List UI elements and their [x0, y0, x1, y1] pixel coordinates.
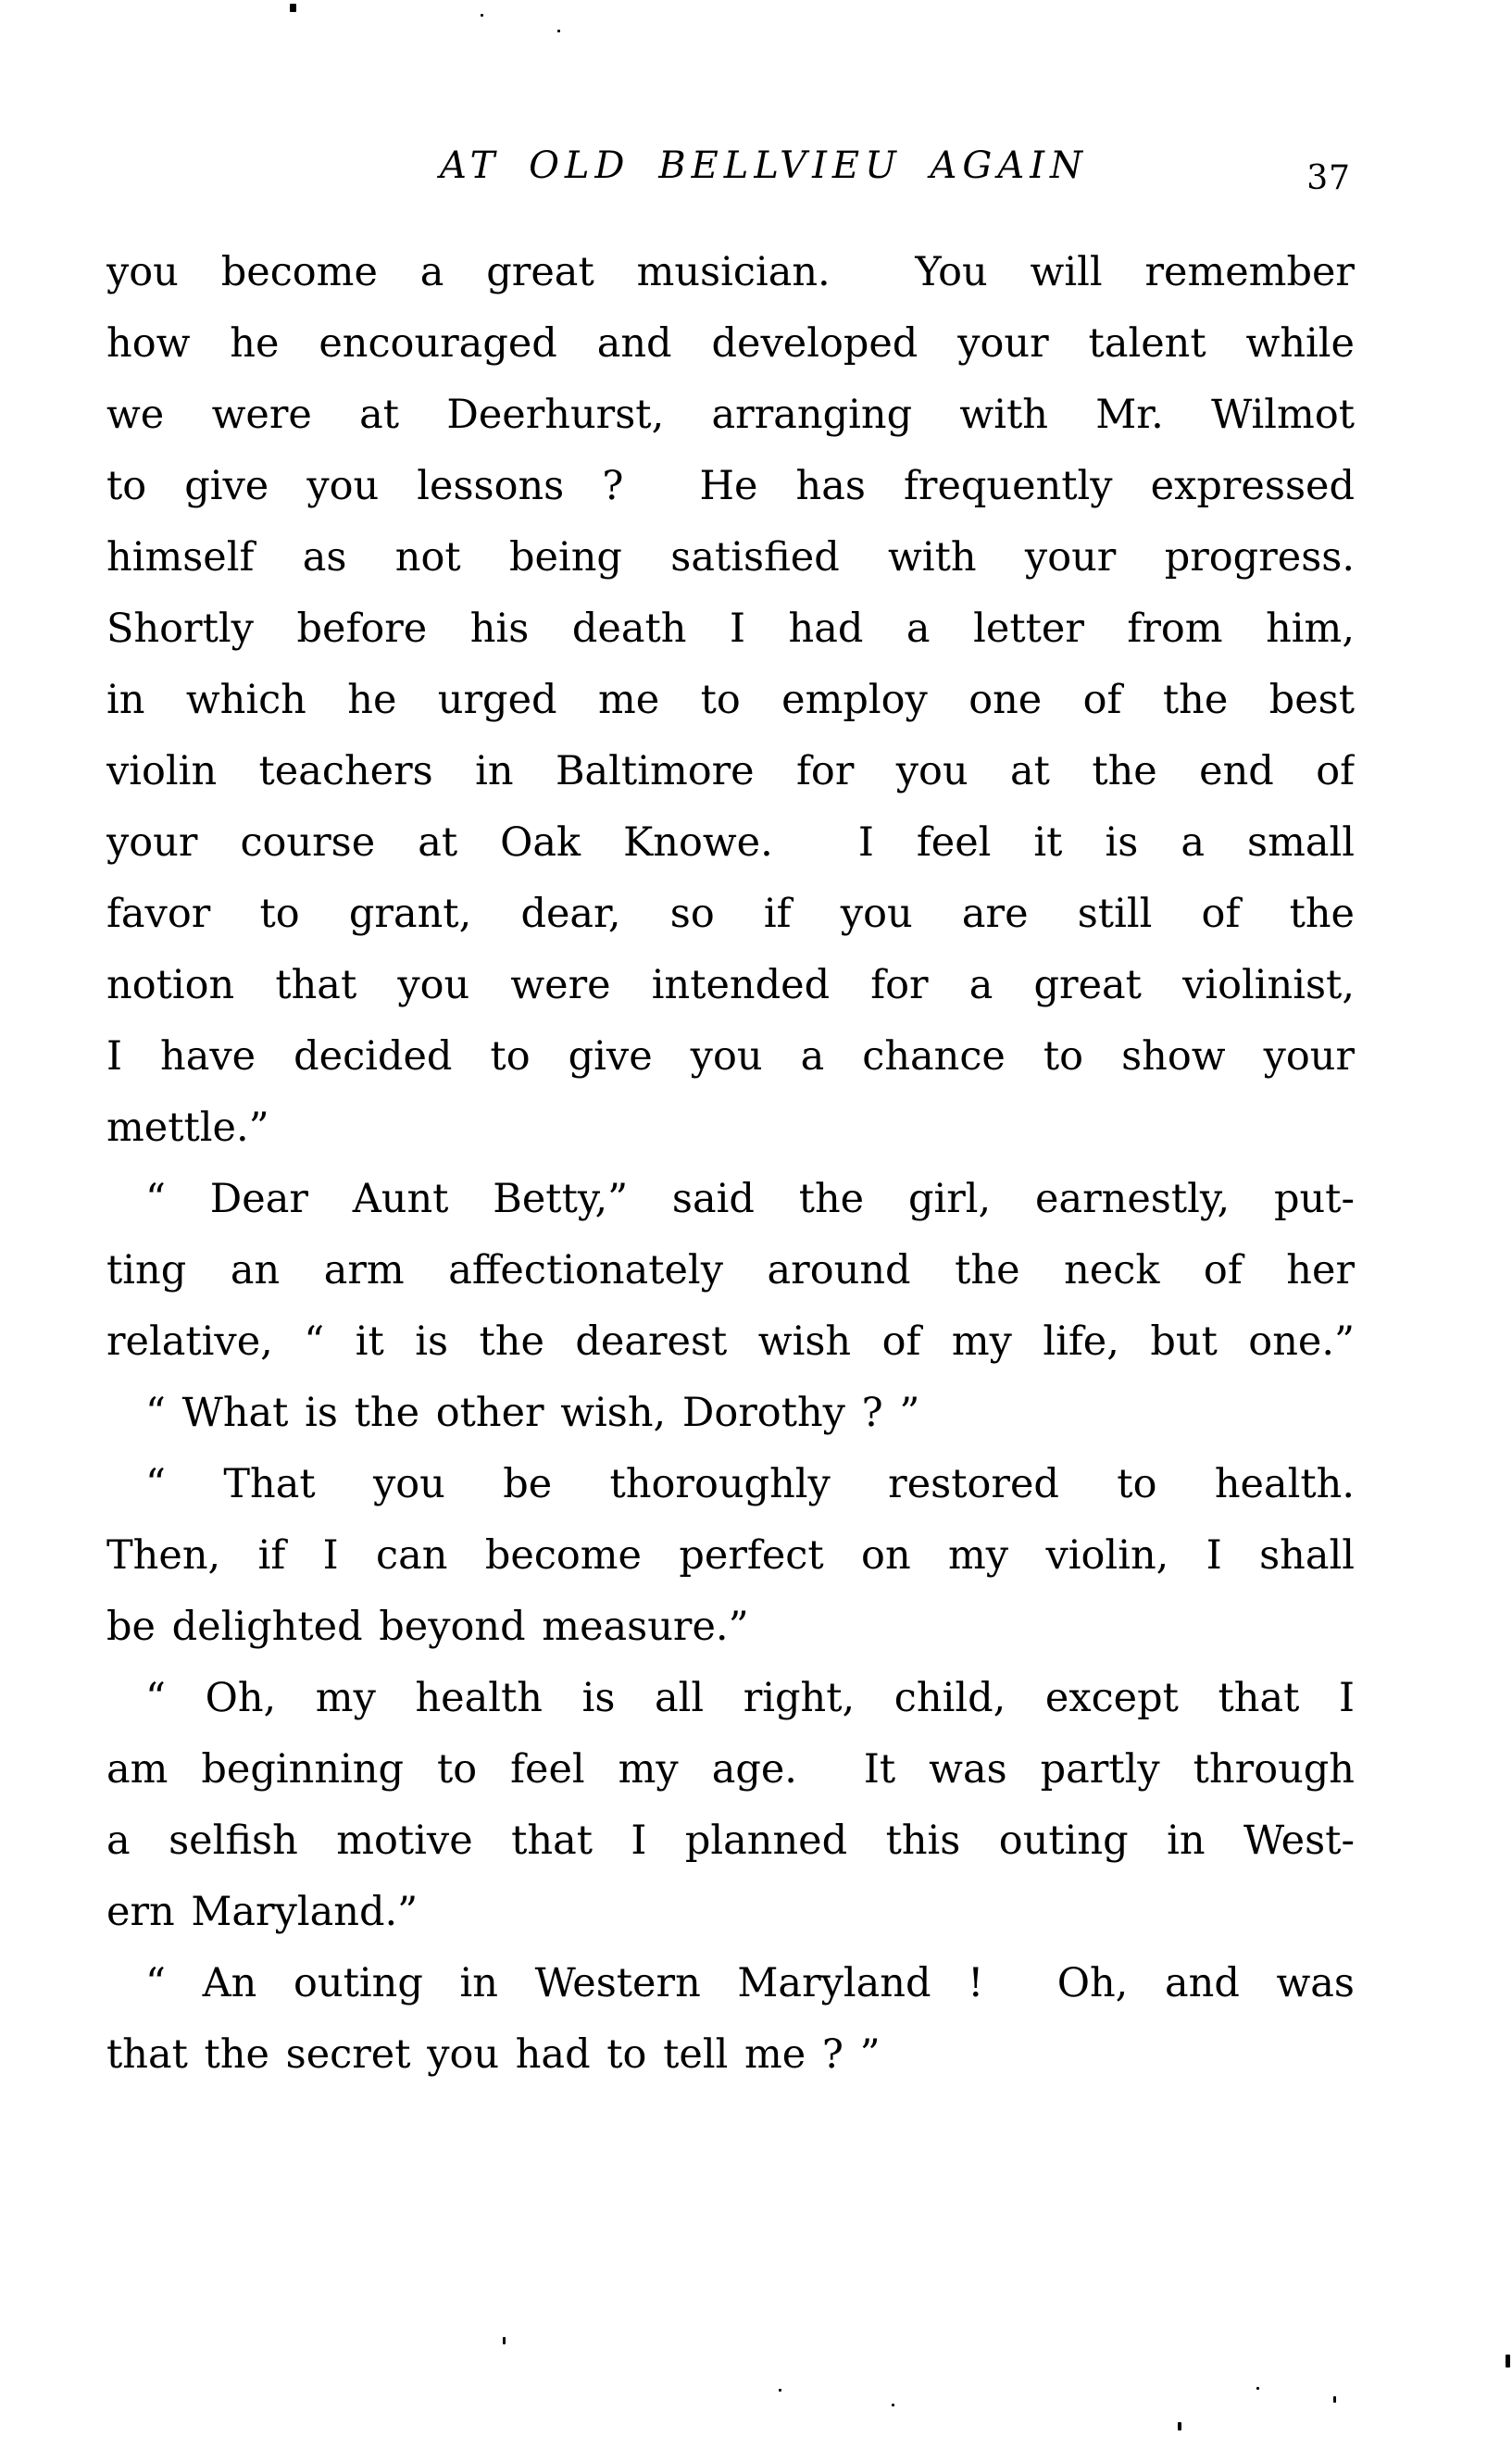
body-text: [106, 237, 1355, 2091]
text-line: himself as not being satisfied with your progress.: [106, 534, 1355, 581]
scan-artifact: [779, 2389, 781, 2392]
text-line: “ Dear Aunt Betty,” said the girl, earnestly, put-: [145, 1176, 1355, 1222]
text-line: “ An outing in Western Maryland ! Oh, and was: [145, 1960, 1355, 2006]
text-line: to give you lessons ? He has frequently expressed: [106, 463, 1355, 509]
scan-artifact: [1178, 2422, 1181, 2430]
text-line: “ Oh, my health is all right, child, except that I: [145, 1675, 1355, 1721]
text-line: Then, if I can become perfect on my violin, I shall: [106, 1532, 1355, 1579]
text-line: Shortly before his death I had a letter from him,: [106, 606, 1355, 652]
text-line: am beginning to feel my age. It was partly through: [106, 1746, 1355, 1793]
text-line: ern Maryland.”: [106, 1889, 419, 1935]
text-line: in which he urged me to employ one of the best: [106, 677, 1355, 723]
running-header: [106, 144, 1355, 204]
page-number: 37: [1306, 159, 1351, 197]
text-line: relative, “ it is the dearest wish of my life, but one.”: [106, 1318, 1355, 1365]
text-line: favor to grant, dear, so if you are still of the: [106, 891, 1355, 937]
text-line: your course at Oak Knowe. I feel it is a small: [106, 819, 1355, 866]
text-line: how he encouraged and developed your talent while: [106, 320, 1355, 367]
scan-artifact: [892, 2404, 894, 2406]
text-line: you become a great musician. You will remember: [106, 249, 1355, 295]
scan-artifact: [481, 14, 483, 17]
text-line: “ What is the other wish, Dorothy ? ”: [145, 1390, 920, 1436]
text-line: that the secret you had to tell me ? ”: [106, 2031, 881, 2078]
text-line: be delighted beyond measure.”: [106, 1604, 749, 1650]
text-line: we were at Deerhurst, arranging with Mr. Wilmot: [106, 392, 1355, 438]
scan-artifact: [1256, 2387, 1259, 2390]
text-line: notion that you were intended for a great violinist,: [106, 962, 1355, 1008]
text-line: “ That you be thoroughly restored to health.: [145, 1461, 1355, 1507]
scan-artifact: [503, 2337, 506, 2344]
text-line: ting an arm affectionately around the neck of her: [106, 1247, 1355, 1293]
text-line: a selfish motive that I planned this outing in West-: [106, 1818, 1355, 1864]
scan-artifact: [1506, 2355, 1510, 2368]
scan-artifact: [290, 4, 296, 12]
text-line: I have decided to give you a chance to show your: [106, 1033, 1355, 1080]
text-line: violin teachers in Baltimore for you at the end of: [106, 748, 1355, 794]
scan-artifact: [1333, 2396, 1336, 2403]
scan-artifact: [557, 30, 560, 32]
text-line: mettle.”: [106, 1105, 269, 1151]
page-title: AT OLD BELLVIEU AGAIN: [439, 144, 1089, 187]
